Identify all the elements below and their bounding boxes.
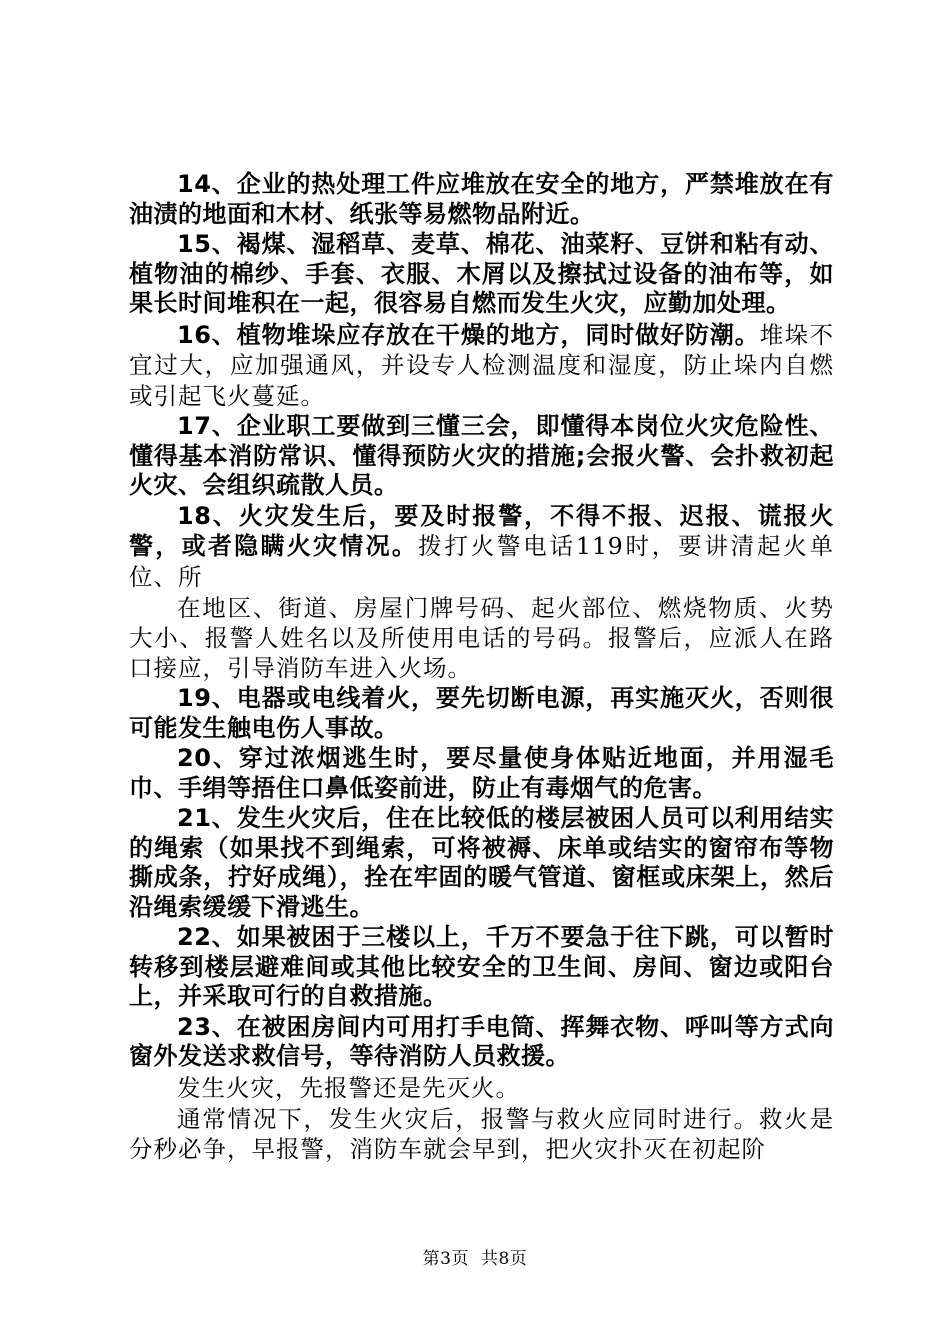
paragraph-22 — [129, 923, 834, 1012]
paragraph-20 — [129, 744, 834, 803]
section-question — [129, 1073, 834, 1103]
paragraph-answer — [129, 1104, 834, 1164]
paragraph-continuation: 堆垛不宜过大，应加强通风，并设专人检测温度和湿度，防止垛内自燃或引起飞火蔓延。 — [129, 320, 834, 410]
paragraph-text: 通常情况下，发生火灾后，报警与救火应同时进行。救火是分秒必争，早报警，消防车就会早到，把火灾扑灭在初起阶 — [129, 1104, 834, 1163]
document-body — [129, 170, 834, 1164]
paragraph-text: 20、穿过浓烟逃生时，要尽量使身体贴近地面，并用湿毛巾、手绢等捂住口鼻低姿前进，防止有毒烟气的危害。 — [129, 744, 834, 802]
page-footer — [0, 1244, 950, 1269]
paragraph-text: 18、火灾发生后，要及时报警，不得不报、迟报、谎报火警，或者隐瞒火灾情况。 — [129, 501, 834, 560]
paragraph-text: 14、企业的热处理工件应堆放在安全的地方，严禁堆放在有油渍的地面和木材、纸张等易燃物品附近。 — [129, 170, 834, 228]
paragraph-text: 15、褐煤、湿稻草、麦草、棉花、油菜籽、豆饼和粘有动、植物油的棉纱、手套、衣服、木屑以及擦拭过设备的油布等，如果长时间堆积在一起，很容易自燃而发生火灾，应勤加处理。 — [129, 230, 834, 317]
paragraph-text: 23、在被困房间内可用打手电筒、挥舞衣物、呼叫等方式向窗外发送求救信号，等待消防人员救援。 — [129, 1012, 834, 1070]
paragraph-21 — [129, 804, 834, 922]
page-total: 共8页 — [481, 1249, 528, 1269]
paragraph-text: 16、植物堆垛应存放在干燥的地方，同时做好防潮。 — [177, 320, 760, 349]
paragraph-19 — [129, 684, 834, 743]
paragraph-text: 21、发生火灾后，住在比较低的楼层被困人员可以利用结实的绳索（如果找不到绳索，可将被褥、床单或结实的窗帘布等物撕成条，拧好成绳），拴在牢固的暖气管道、窗框或床架上，然后沿绳索缓缓下滑逃生。 — [129, 804, 834, 921]
paragraph-15 — [129, 230, 834, 319]
paragraph-text: 22、如果被困于三楼以上，千万不要急于往下跳，可以暂时转移到楼层避难间或其他比较安全的卫生间、房间、窗边或阳台上，并采取可行的自救措施。 — [129, 923, 834, 1010]
paragraph-16 — [129, 320, 834, 412]
page-number: 第3页 — [422, 1249, 469, 1269]
paragraph-continuation: 拨打火警电话119时，要讲清起火单位、所 — [129, 532, 835, 591]
paragraph-23 — [129, 1013, 834, 1072]
paragraph-text: 17、企业职工要做到三懂三会，即懂得本岗位火灾危险性、懂得基本消防常识、懂得预防火灾的措施;会报火警、会扑救初起火灾、会组织疏散人员。 — [129, 412, 834, 499]
paragraph-18 — [129, 502, 834, 593]
paragraph-18-continued — [129, 593, 834, 683]
paragraph-14 — [129, 170, 834, 229]
paragraph-text: 在地区、街道、房屋门牌号码、起火部位、燃烧物质、火势大小、报警人姓名以及所使用电话的号码。报警后，应派人在路口接应，引导消防车进入火场。 — [129, 594, 834, 682]
paragraph-text: 19、电器或电线着火，要先切断电源，再实施灭火，否则很可能发生触电伤人事故。 — [129, 684, 834, 742]
paragraph-text: 发生火灾，先报警还是先灭火。 — [177, 1073, 520, 1102]
paragraph-17 — [129, 412, 834, 501]
